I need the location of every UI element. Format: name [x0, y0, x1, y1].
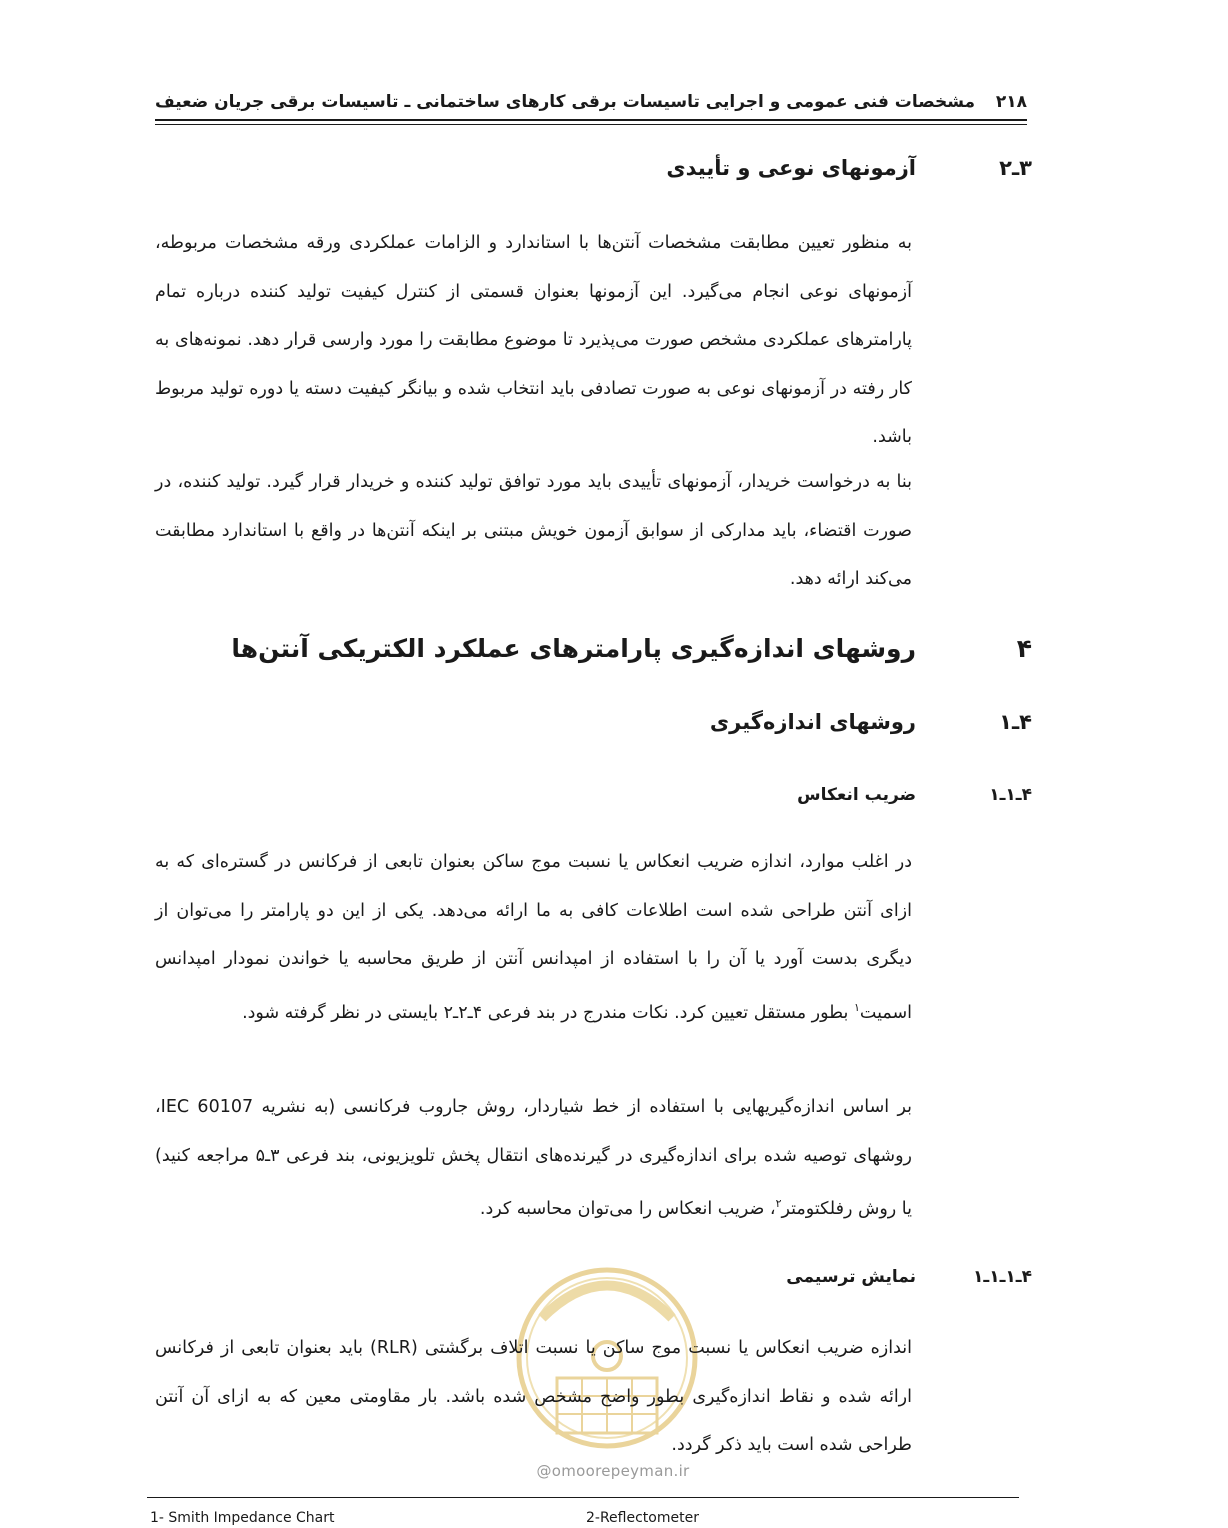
section-title: نمایش ترسیمی [786, 1267, 916, 1287]
footnote-rule [147, 1497, 1019, 1498]
footnote-ref-2: ۲ [775, 1197, 782, 1210]
section-heading-4 [212, 628, 1032, 668]
section-number: ۳ـ۲ [999, 156, 1032, 180]
section-number: ۴ـ۱ [999, 710, 1032, 734]
running-title: مشخصات فنی عمومی و اجرایی تاسیسات برقی کارهای ساختمانی ـ تاسیسات برقی جریان ضعیف [155, 92, 976, 112]
header-rule [155, 119, 1027, 121]
section-title: آزمونهای نوعی و تأییدی [666, 156, 916, 180]
section-heading-4-1-1 [212, 780, 1032, 810]
header-rule-thin [155, 124, 1027, 125]
footnote-ref-1: ۱ [853, 1000, 860, 1014]
page-number: ۲۱۸ [995, 92, 1027, 112]
section-title: روشهای اندازه‌گیری [709, 710, 916, 734]
paragraph-4-1-1-b: بر اساس اندازه‌گیریهایی با استفاده از خط شیاردار، روش جاروب فرکانسی (به نشریه IEC 60107، روشهای توصیه شده برای اندازه‌گیری در گیرنده‌های انتقال پخش تلویزیونی، بند فرعی ۳ـ۵ مراجعه کنید) یا روش رفلکتومتر$^۲$، ضریب انعکاس را می‌توان محاسبه کرد. [155, 1097, 912, 1219]
section-heading-4-1 [212, 704, 1032, 740]
paragraph-4-1-1-a: در اغلب موارد، اندازه ضریب انعکاس یا نسبت موج ساکن بعنوان تابعی از فرکانس در گستره‌ای که به ازای آنتن طراحی شده است اطلاعات کافی به ما ارائه می‌دهد. یکی از این دو پارامتر را می‌توان از دیگری بدست آورد یا آن را با استفاده از امپدانس آنتن از طریق محاسبه یا خواندن نمودار امپدانس اسمیت$^۱$ بطور مستقل تعیین کرد. نکات مندرج در بند فرعی ۴ـ۲ـ۲ بایستی در نظر گرفته شود. [155, 852, 912, 1023]
paragraph-4-1-1-1: اندازه ضریب انعکاس یا نسبت موج ساکن یا نسبت اتلاف برگشتی (RLR) باید بعنوان تابعی از فرکانس ارائه شده و نقاط اندازه‌گیری بطور واضح مشخص شده باشد. بار مقاومتی معین که به ازای آن آنتن طراحی شده است باید ذکر گردد. [155, 1338, 912, 1455]
watermark-url: @omoorepeyman.ir [536, 1462, 690, 1480]
section-title: ضریب انعکاس [797, 785, 916, 805]
section-heading-3-2 [212, 150, 1032, 186]
paragraph-3-2-a: به منظور تعیین مطابقت مشخصات آنتن‌ها با استاندارد و الزامات عملکردی ورقه مشخصات مربوطه، آزمونهای نوعی انجام می‌گیرد. این آزمونها بعنوان قسمتی از کنترل کیفیت تولید کننده درباره تمام پارامترهای عملکردی مشخص صورت می‌پذیرد تا موضوع مطابقت را مورد وارسی قرار دهد. نمونه‌های به کار رفته در آزمونهای نوعی به صورت تصادفی باید انتخاب شده و بیانگر کیفیت دسته یا دوره تولید مربوط باشد. [155, 233, 912, 447]
section-number: ۴ـ۱ـ۱ [989, 785, 1032, 805]
section-title: روشهای اندازه‌گیری پارامترهای عملکرد الکتریکی آنتن‌ها [231, 633, 916, 663]
section-number: ۴ [1016, 633, 1032, 663]
section-number: ۴ـ۱ـ۱ـ۱ [973, 1267, 1032, 1287]
footnote-1: 1- Smith Impedance Chart [150, 1510, 335, 1526]
paragraph-3-2-b: بنا به درخواست خریدار، آزمونهای تأییدی باید مورد توافق تولید کننده و خریدار قرار گیرد. تولید کننده، در صورت اقتضاء، باید مدارکی از سوابق آزمون خویش مبتنی بر اینکه آنتن‌ها در واقع با استاندارد مطابقت می‌کند ارائه دهد. [155, 472, 912, 589]
footnote-2: 2-Reflectometer [586, 1510, 699, 1526]
page-header [155, 86, 1027, 112]
